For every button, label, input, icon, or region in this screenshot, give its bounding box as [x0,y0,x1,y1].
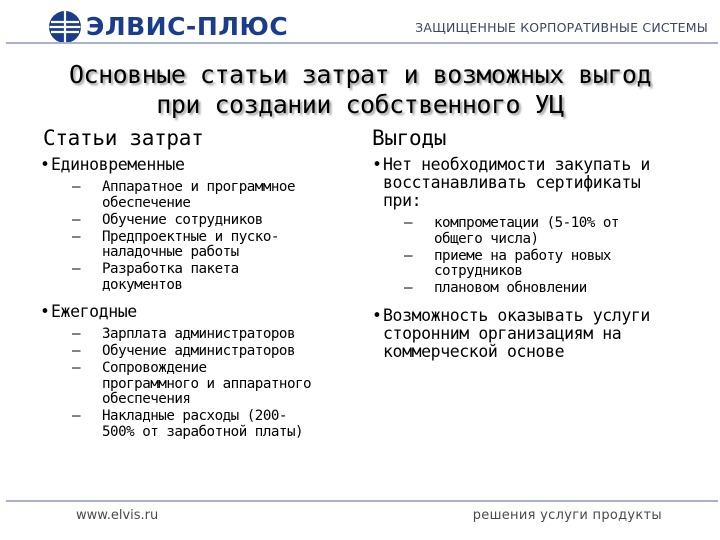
list-item: – Зарплата администраторов [72,326,295,342]
benefits-column [372,156,692,365]
footer-url[interactable]: www.elvis.ru [76,508,159,523]
one-time-label: Единовременные [51,155,185,174]
costs-heading: Статьи затрат [43,126,204,150]
slide-title [0,60,720,120]
annual-label: Ежегодные [51,302,137,321]
list-item: – Обучение администраторов [72,343,295,359]
list-item: – Накладные расходы (200- 500% от заработной платы) [72,408,304,440]
header-divider [6,42,718,44]
list-item: – Разработка пакета документов [72,261,239,293]
annual-bullet: • Ежегодные [40,302,137,321]
title-line-2: при создании собственного УЦ [156,90,564,119]
one-time-list [40,180,360,293]
list-item: – Обучение сотрудников [72,211,263,228]
services-bullet: • Возможность оказывать услуги сторонним организациям на коммерческой основе [372,305,650,361]
footer-divider [6,500,718,502]
annual-list [40,327,360,440]
costs-column [40,156,360,450]
benefits-heading: Выгоды [372,126,447,150]
list-item: – плановом обновлении [404,280,587,296]
list-item: – приеме на работу новых сотрудников [404,247,611,279]
list-item: – компрометации (5-10% от общего числа) [404,215,619,247]
title-line-1: Основные статьи затрат и возможных выгод [68,60,652,89]
list-item: – Предпроектные и пуско- наладочные работы [72,228,279,260]
footer-slogan: решения услуги продукты [472,508,662,523]
no-need-bullet: • Нет необходимости закупать и восстанавливать сертификаты при: [372,155,650,210]
brand-name: ЭЛВИС-ПЛЮС [86,12,289,41]
list-item: – Аппаратное и программное обеспечение [72,179,295,211]
globe-logo-icon [48,10,82,44]
list-item: – Сопровождение программного и аппаратного обеспечения [72,360,312,407]
tagline: ЗАЩИЩЕННЫЕ КОРПОРАТИВНЫЕ СИСТЕМЫ [415,20,708,35]
renewal-list [372,216,692,297]
one-time-bullet: • Единовременные [40,155,185,174]
